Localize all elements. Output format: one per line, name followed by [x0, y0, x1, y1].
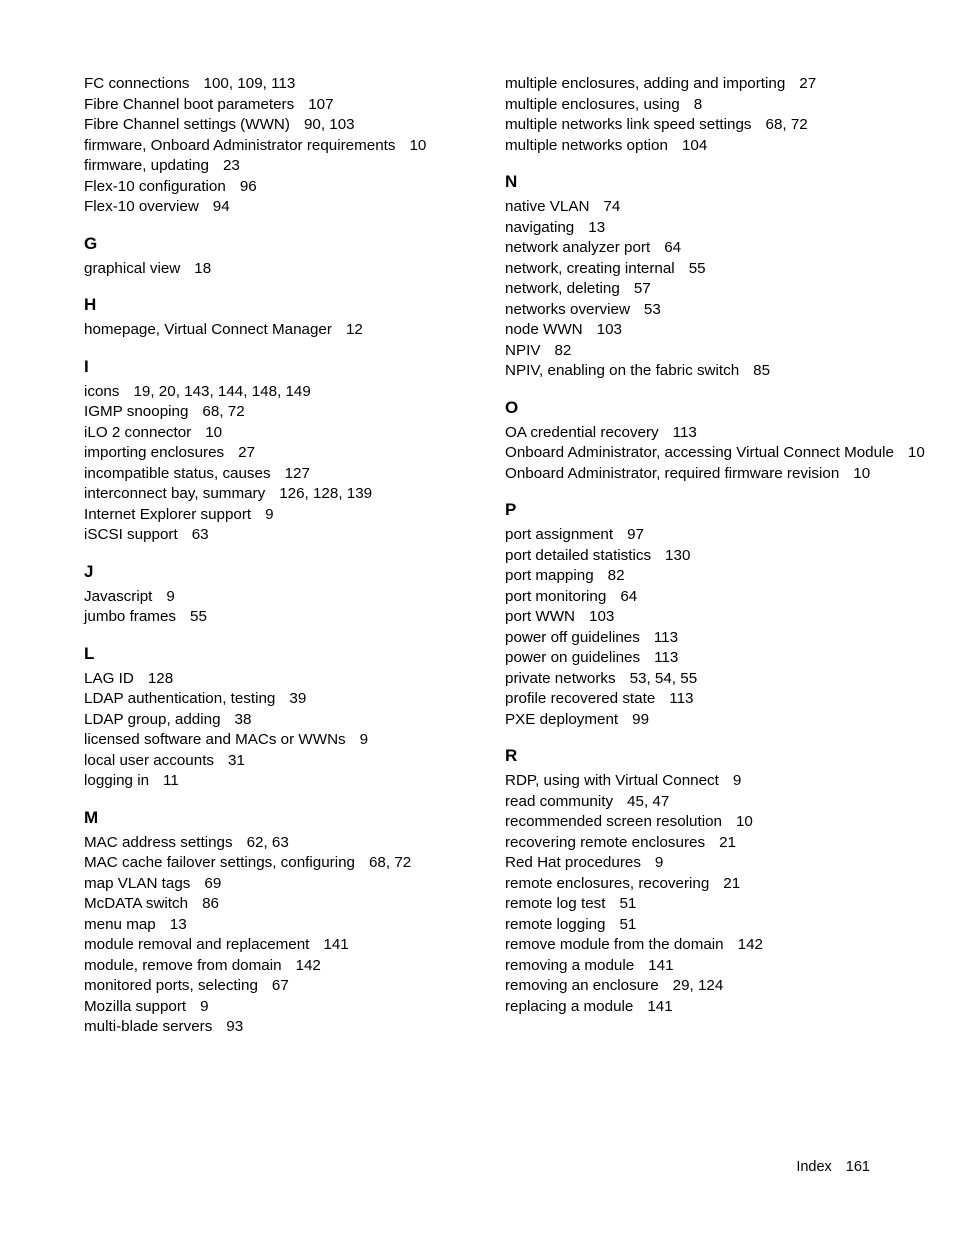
- index-entry: [84, 484, 484, 505]
- index-term: network, creating internal: [505, 259, 675, 277]
- index-entry: [505, 74, 925, 95]
- page-references[interactable]: 103: [589, 608, 615, 625]
- page-references[interactable]: 130: [665, 546, 691, 564]
- page-references[interactable]: 69: [204, 874, 222, 892]
- index-entry: [505, 587, 925, 608]
- index-section: [505, 166, 925, 382]
- index-term: licensed software and MACs or WWNs: [84, 731, 346, 748]
- index-term: icons: [84, 382, 120, 400]
- page-references[interactable]: 55: [190, 608, 207, 625]
- page-references[interactable]: 96: [239, 177, 257, 195]
- index-entry: [505, 771, 925, 792]
- index-entry: [84, 443, 484, 464]
- index-entry: [84, 259, 484, 280]
- page-references[interactable]: 103: [596, 321, 622, 338]
- index-term: power off guidelines: [505, 628, 640, 646]
- index-term: McDATA switch: [84, 895, 189, 912]
- page-references[interactable]: 82: [607, 567, 625, 584]
- index-term: recommended screen resolution: [505, 813, 722, 830]
- index-term: multiple networks link speed settings: [505, 116, 752, 133]
- index-term: Red Hat procedures: [505, 854, 641, 871]
- section-letter: L: [84, 643, 95, 663]
- index-term: incompatible status, causes: [84, 464, 271, 482]
- index-entry: [84, 197, 484, 218]
- index-term: recovering remote enclosures: [505, 833, 706, 851]
- index-entry: [505, 976, 925, 997]
- index-entry: [505, 956, 925, 977]
- index-entry: [505, 648, 925, 669]
- index-term: logging in: [84, 772, 150, 789]
- index-term: remote logging: [505, 915, 606, 933]
- index-entry: [84, 587, 484, 608]
- index-entry: [84, 95, 484, 116]
- page-references[interactable]: 68, 72: [765, 116, 808, 133]
- section-letter: R: [505, 746, 518, 765]
- index-term: native VLAN: [505, 198, 590, 215]
- index-term: Fibre Channel settings (WWN): [84, 116, 290, 133]
- index-section: [505, 74, 925, 156]
- index-section: [505, 392, 925, 485]
- index-entry: [505, 812, 925, 833]
- index-entry: [84, 74, 484, 95]
- index-entry: [505, 525, 925, 546]
- page-references[interactable]: 9: [654, 854, 664, 871]
- index-entry: [505, 95, 925, 116]
- page-references[interactable]: 126, 128, 139: [279, 485, 373, 502]
- page-references[interactable]: 9: [265, 505, 274, 523]
- page-references[interactable]: 64: [620, 587, 638, 605]
- section-letter: M: [84, 807, 99, 827]
- page-references[interactable]: 27: [799, 75, 817, 92]
- page-references[interactable]: 13: [588, 218, 606, 236]
- page-references[interactable]: 12: [345, 321, 363, 338]
- index-entry: [84, 751, 484, 772]
- page-references[interactable]: 82: [554, 341, 572, 359]
- index-term: RDP, using with Virtual Connect: [505, 772, 719, 789]
- page-references[interactable]: 10: [853, 464, 871, 482]
- page-references[interactable]: 104: [681, 136, 708, 154]
- index-entry: [505, 136, 925, 157]
- index-term: jumbo frames: [84, 608, 177, 625]
- page-references[interactable]: 9: [200, 997, 209, 1015]
- index-term: network, deleting: [505, 280, 620, 297]
- index-entry: [84, 505, 484, 526]
- index-entry: [505, 300, 925, 321]
- page-references[interactable]: 62, 63: [246, 833, 289, 851]
- index-section: [84, 802, 484, 1038]
- index-entry: [84, 669, 484, 690]
- index-entry: [505, 464, 925, 485]
- page-references[interactable]: 19, 20, 143, 144, 148, 149: [133, 382, 311, 400]
- page-references[interactable]: 29, 124: [672, 977, 724, 994]
- page-references[interactable]: 142: [295, 956, 321, 974]
- index-term: PXE deployment: [505, 710, 619, 728]
- index-term: power on guidelines: [505, 649, 641, 666]
- index-entry: [505, 443, 925, 464]
- section-letter: N: [505, 172, 518, 191]
- index-entry: [505, 197, 925, 218]
- page-references[interactable]: 141: [323, 936, 349, 953]
- index-entry: [505, 935, 925, 956]
- page-references[interactable]: 85: [753, 362, 771, 379]
- index-entry: [84, 464, 484, 485]
- index-entry: [84, 976, 484, 997]
- index-term: firmware, updating: [84, 157, 209, 174]
- index-section: [505, 494, 925, 730]
- index-term: node WWN: [505, 321, 583, 338]
- index-entry: [84, 607, 484, 628]
- section-letter: G: [84, 233, 98, 253]
- page-references[interactable]: 8: [693, 95, 703, 113]
- index-term: local user accounts: [84, 751, 215, 769]
- index-entry: [84, 382, 484, 403]
- index-entry: [505, 853, 925, 874]
- index-term: firmware, Onboard Administrator requirements: [84, 136, 396, 154]
- index-entry: [505, 115, 925, 136]
- index-section: [84, 289, 484, 341]
- index-entry: [84, 833, 484, 854]
- index-entry: [505, 238, 925, 259]
- index-entry: [505, 689, 925, 710]
- index-entry: [84, 874, 484, 895]
- index-section: [84, 638, 484, 792]
- page-references[interactable]: 94: [212, 198, 230, 215]
- index-term: private networks: [505, 669, 616, 687]
- page-references[interactable]: 11: [163, 772, 179, 789]
- section-letter: H: [84, 295, 97, 314]
- index-term: Mozilla support: [84, 997, 187, 1015]
- page-references[interactable]: 53: [643, 300, 661, 318]
- index-term: Javascript: [84, 587, 153, 605]
- index-entry: [505, 361, 925, 382]
- index-term: menu map: [84, 915, 156, 933]
- index-entry: [505, 607, 925, 628]
- index-entry: [84, 402, 484, 423]
- index-entry: [505, 218, 925, 239]
- section-letter: P: [505, 500, 517, 519]
- index-section: [84, 351, 484, 546]
- index-entry: [505, 320, 925, 341]
- page-references[interactable]: 68, 72: [368, 854, 412, 871]
- index-term: read community: [505, 792, 614, 810]
- index-column-right: [505, 74, 925, 1017]
- index-term: removing a module: [505, 956, 635, 974]
- index-term: multiple enclosures, adding and importing: [505, 75, 786, 92]
- index-section: [84, 556, 484, 628]
- page-references[interactable]: 113: [672, 423, 697, 441]
- page-references[interactable]: 10: [409, 136, 427, 154]
- index-term: profile recovered state: [505, 690, 656, 707]
- index-term: graphical view: [84, 259, 181, 277]
- page-references[interactable]: 141: [647, 997, 673, 1015]
- page-references[interactable]: 9: [359, 731, 369, 748]
- page-references[interactable]: 113: [669, 690, 694, 707]
- index-term: remote enclosures, recovering: [505, 874, 710, 892]
- index-term: port detailed statistics: [505, 546, 652, 564]
- page-references[interactable]: 141: [648, 956, 674, 974]
- page-references[interactable]: 63: [191, 526, 209, 543]
- index-entry: [505, 710, 925, 731]
- index-term: MAC address settings: [84, 833, 233, 851]
- page-references[interactable]: 10: [907, 444, 925, 461]
- index-term: port assignment: [505, 526, 614, 543]
- footer-label: Index: [796, 1159, 832, 1175]
- index-entry: [505, 997, 925, 1018]
- page-references[interactable]: 21: [719, 833, 736, 851]
- index-entry: [84, 915, 484, 936]
- index-term: replacing a module: [505, 997, 634, 1015]
- index-term: LDAP authentication, testing: [84, 690, 276, 707]
- index-term: network analyzer port: [505, 239, 651, 256]
- page-references[interactable]: 142: [737, 936, 763, 953]
- index-column-left: [84, 74, 484, 1038]
- page-references[interactable]: 113: [653, 628, 679, 646]
- index-entry: [505, 792, 925, 813]
- page-references[interactable]: 10: [735, 813, 753, 830]
- index-term: Flex-10 configuration: [84, 177, 226, 195]
- index-term: interconnect bay, summary: [84, 485, 266, 502]
- page-references[interactable]: 27: [238, 444, 256, 461]
- index-entry: [505, 566, 925, 587]
- index-entry: [84, 156, 484, 177]
- page-references[interactable]: 23: [222, 157, 240, 174]
- page-references[interactable]: 74: [603, 198, 621, 215]
- page-references[interactable]: 57: [633, 280, 651, 297]
- index-term: module removal and replacement: [84, 936, 310, 953]
- page-references[interactable]: 39: [289, 690, 307, 707]
- page-references[interactable]: 38: [234, 710, 252, 728]
- index-term: iLO 2 connector: [84, 423, 192, 441]
- index-term: monitored ports, selecting: [84, 977, 258, 994]
- page-references[interactable]: 53, 54, 55: [629, 669, 698, 687]
- index-entry: [505, 546, 925, 567]
- page-references[interactable]: 90, 103: [303, 116, 355, 133]
- page-references[interactable]: 21: [723, 874, 741, 892]
- index-entry: [505, 833, 925, 854]
- section-letter: O: [505, 397, 519, 417]
- index-term: remote log test: [505, 895, 606, 912]
- page-references[interactable]: 55: [688, 259, 706, 277]
- index-term: NPIV: [505, 341, 541, 359]
- index-term: LDAP group, adding: [84, 710, 221, 728]
- index-term: FC connections: [84, 75, 190, 92]
- page-references[interactable]: 9: [732, 772, 742, 789]
- page-footer: [796, 1157, 870, 1177]
- index-term: OA credential recovery: [505, 423, 659, 441]
- page-references[interactable]: 45, 47: [627, 792, 670, 810]
- index-term: multi-blade servers: [84, 1018, 213, 1035]
- index-term: Internet Explorer support: [84, 505, 252, 523]
- index-term: multiple enclosures, using: [505, 95, 680, 113]
- page-references[interactable]: 113: [654, 649, 679, 666]
- index-term: port mapping: [505, 567, 594, 584]
- index-entry: [84, 894, 484, 915]
- page-number: 161: [845, 1159, 870, 1175]
- index-entry: [84, 423, 484, 444]
- index-entry: [505, 915, 925, 936]
- index-term: port monitoring: [505, 587, 607, 605]
- section-letter: I: [84, 356, 89, 376]
- page-references[interactable]: 107: [308, 95, 334, 113]
- page-references[interactable]: 93: [226, 1018, 244, 1035]
- index-entry: [505, 423, 925, 444]
- page-references[interactable]: 51: [619, 915, 637, 933]
- page-references[interactable]: 86: [202, 895, 219, 912]
- index-entry: [505, 894, 925, 915]
- page-references[interactable]: 9: [166, 587, 175, 605]
- index-term: homepage, Virtual Connect Manager: [84, 321, 332, 338]
- index-entry: [84, 730, 484, 751]
- index-term: iSCSI support: [84, 526, 178, 543]
- page-references[interactable]: 10: [205, 423, 223, 441]
- index-entry: [84, 136, 484, 157]
- index-entry: [84, 853, 484, 874]
- index-entry: [505, 628, 925, 649]
- index-entry: [505, 874, 925, 895]
- index-entry: [84, 935, 484, 956]
- index-term: networks overview: [505, 300, 630, 318]
- section-letter: J: [84, 561, 94, 581]
- page-references[interactable]: 99: [632, 710, 650, 728]
- index-term: Onboard Administrator, required firmware revision: [505, 464, 840, 482]
- index-entry: [84, 956, 484, 977]
- index-section: [84, 74, 484, 218]
- index-entry: [84, 177, 484, 198]
- page-references[interactable]: 51: [619, 895, 637, 912]
- index-term: map VLAN tags: [84, 874, 191, 892]
- index-entry: [84, 1017, 484, 1038]
- page-references[interactable]: 97: [627, 526, 644, 543]
- index-entry: [84, 771, 484, 792]
- index-term: NPIV, enabling on the fabric switch: [505, 362, 740, 379]
- page-references[interactable]: 67: [271, 977, 289, 994]
- page-references[interactable]: 68, 72: [202, 403, 245, 420]
- page-references[interactable]: 18: [194, 259, 212, 277]
- index-section: [505, 740, 925, 1017]
- index-term: Onboard Administrator, accessing Virtual Connect Module: [505, 444, 894, 461]
- index-entry: [84, 115, 484, 136]
- index-entry: [84, 710, 484, 731]
- index-entry: [84, 320, 484, 341]
- index-term: Fibre Channel boot parameters: [84, 95, 295, 113]
- index-entry: [84, 689, 484, 710]
- index-term: MAC cache failover settings, configuring: [84, 854, 355, 871]
- index-entry: [84, 997, 484, 1018]
- page-references[interactable]: 127: [284, 464, 310, 482]
- index-entry: [505, 669, 925, 690]
- index-section: [84, 228, 484, 280]
- index-entry: [505, 279, 925, 300]
- index-term: importing enclosures: [84, 444, 225, 461]
- index-term: remove module from the domain: [505, 936, 724, 953]
- index-term: port WWN: [505, 608, 576, 625]
- index-term: LAG ID: [84, 669, 134, 687]
- page-references[interactable]: 100, 109, 113: [203, 75, 296, 92]
- index-term: removing an enclosure: [505, 977, 659, 994]
- index-term: module, remove from domain: [84, 956, 282, 974]
- page-references[interactable]: 13: [169, 915, 187, 933]
- page-references[interactable]: 31: [228, 751, 245, 769]
- index-term: navigating: [505, 218, 575, 236]
- index-entry: [505, 341, 925, 362]
- index-term: multiple networks option: [505, 136, 668, 154]
- page-references[interactable]: 128: [147, 669, 174, 687]
- index-entry: [84, 525, 484, 546]
- index-term: IGMP snooping: [84, 403, 189, 420]
- page-references[interactable]: 64: [664, 239, 682, 256]
- index-entry: [505, 259, 925, 280]
- index-term: Flex-10 overview: [84, 198, 199, 215]
